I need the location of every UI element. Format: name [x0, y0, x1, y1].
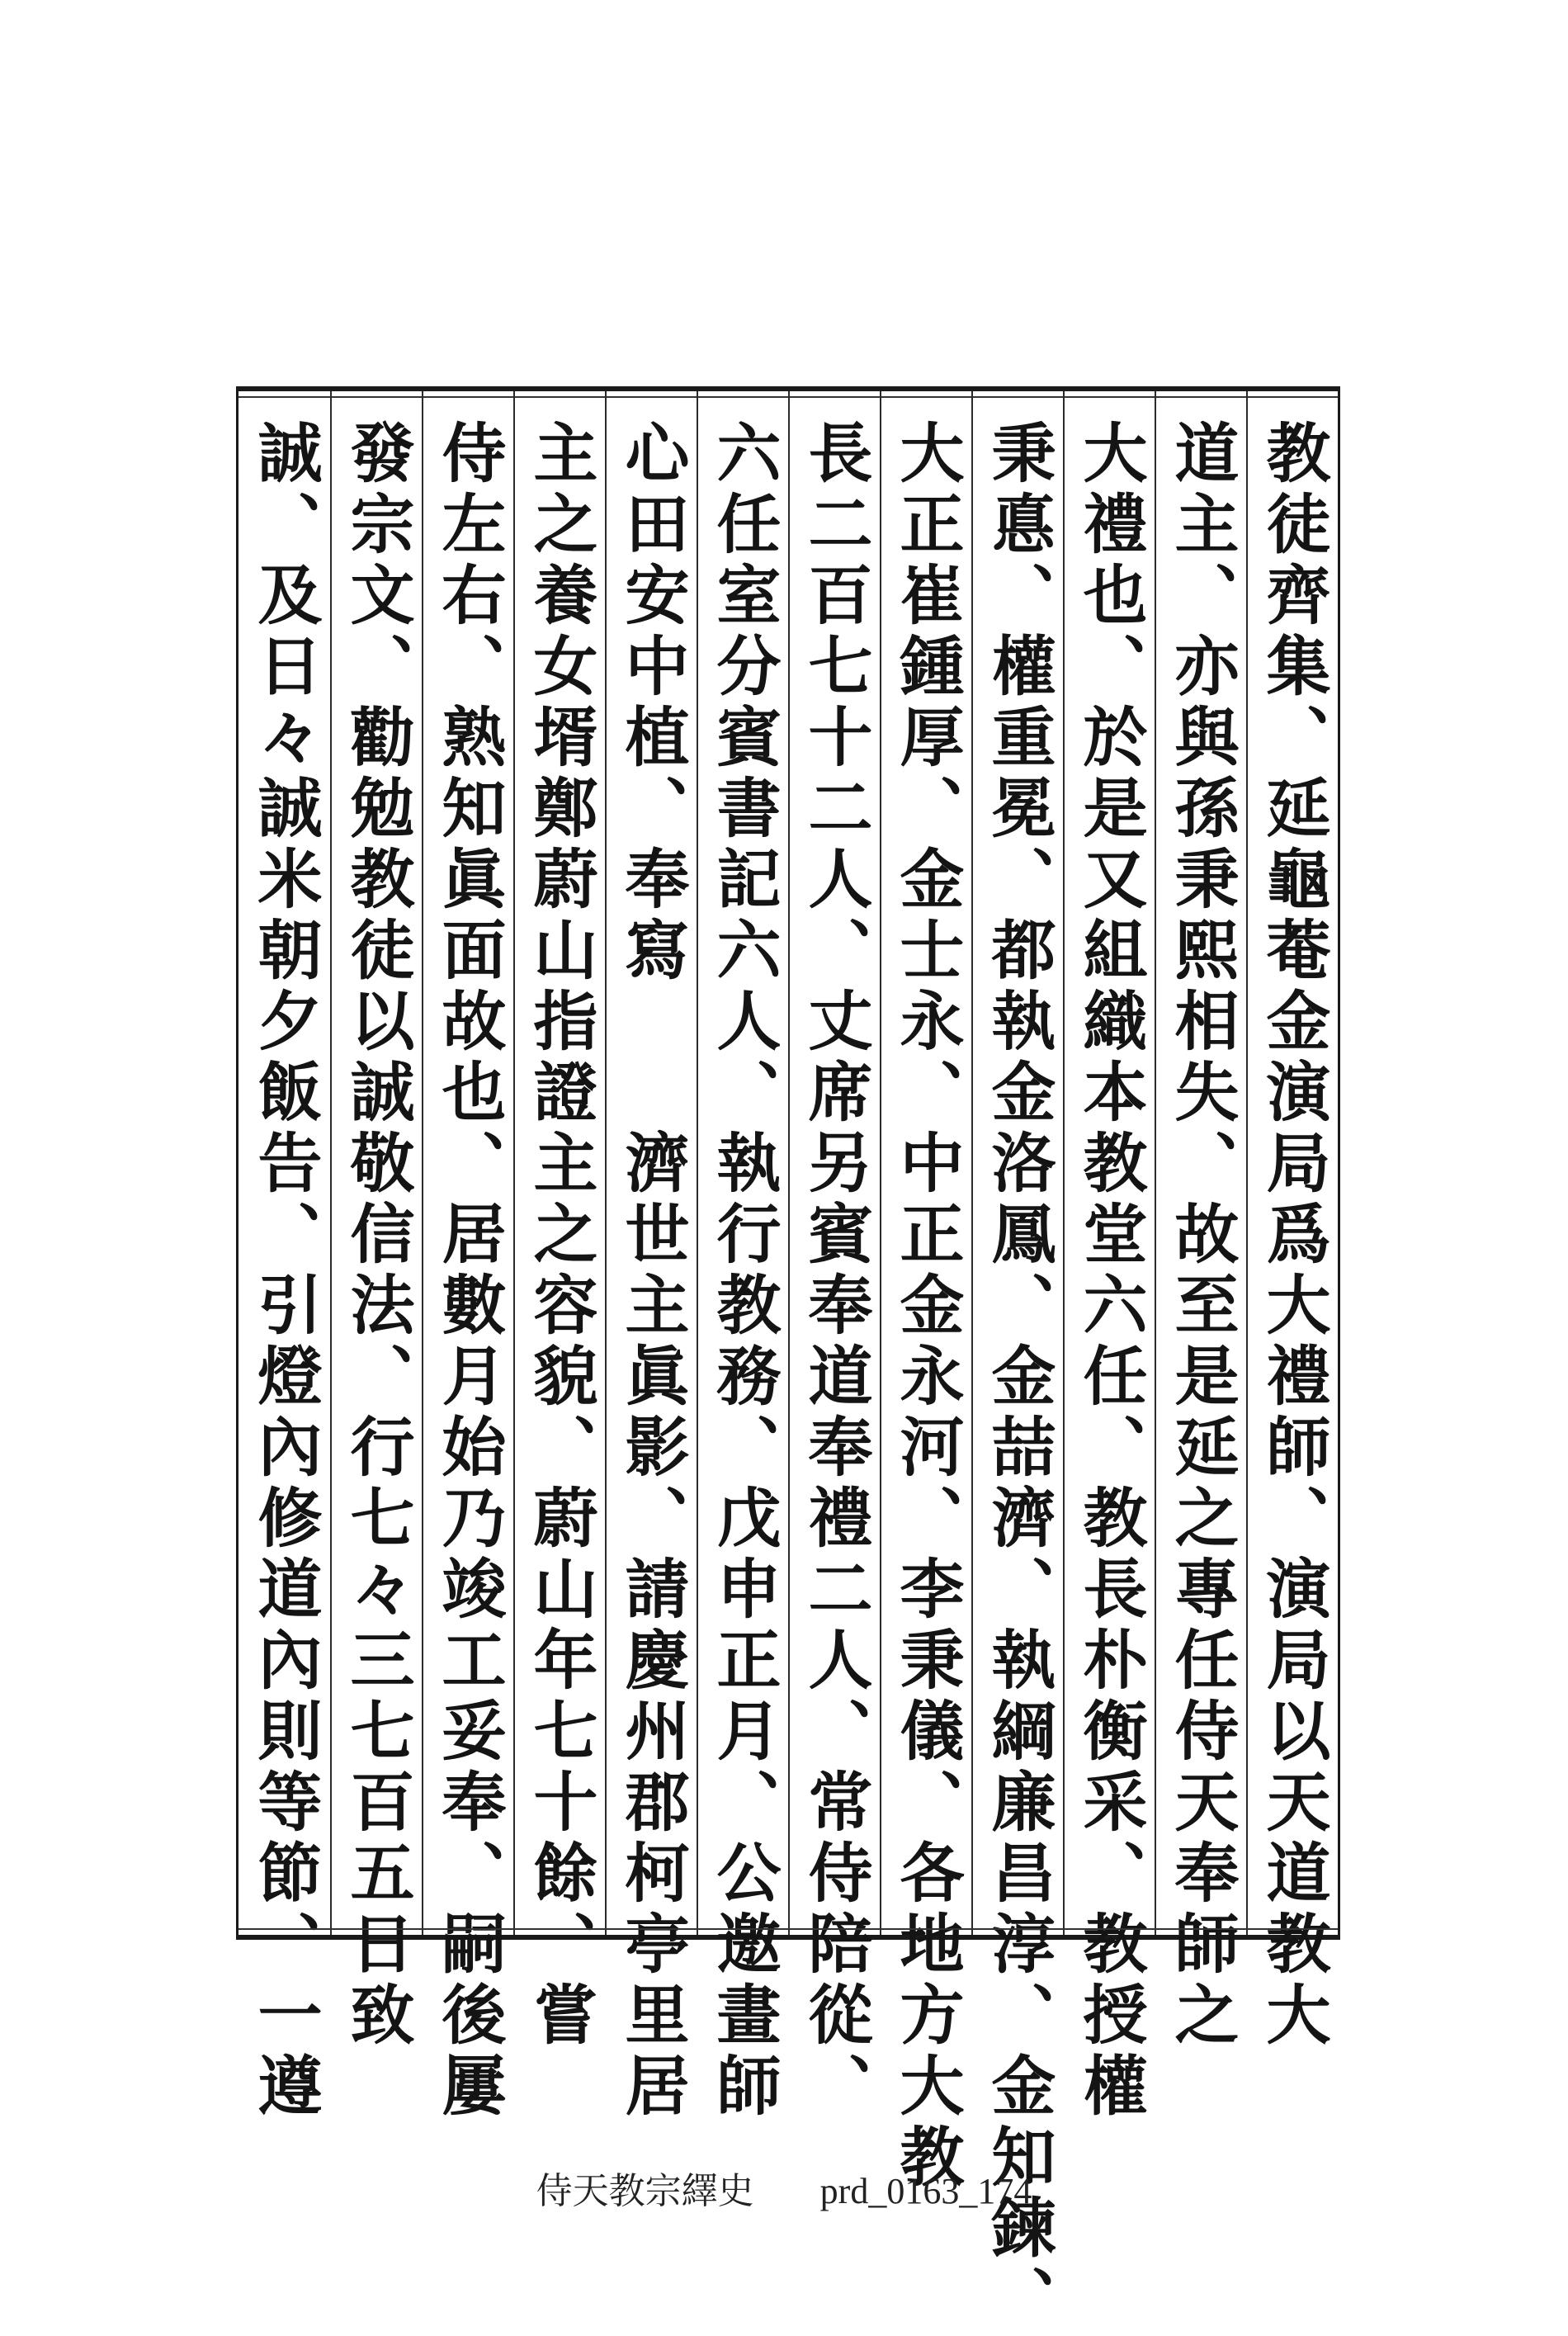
page-identifier: prd_0163_174	[819, 2171, 1032, 2211]
column-text: 誠、及日々誠米朝夕飯告、引燈內修道內則等節、一遵	[247, 419, 323, 2123]
column-text: 大禮也、於是又組織本教堂六任、教長朴衡采、教授權	[1072, 419, 1148, 2123]
text-column-5	[880, 391, 971, 2194]
column-text: 秉悳、權重冕、都執金洛鳳、金喆濟、執綱廉昌淳、金知鍊、	[980, 419, 1056, 2336]
column-text: 發宗文、勸勉教徒以誠敬信法、行七々三七百五日致	[339, 419, 415, 2052]
column-text: 道主、亦與孫秉熙相失、故至是延之專任侍天奉師之	[1164, 419, 1240, 2052]
text-column-10	[422, 391, 513, 2123]
column-text: 大正崔鍾厚、金士永、中正金永河、李秉儀、各地方大教	[889, 419, 965, 2194]
text-column-7	[697, 391, 788, 2123]
text-column-4	[971, 391, 1063, 2336]
text-column-6	[788, 391, 880, 2123]
text-column-9	[513, 391, 605, 2052]
text-column-3	[1063, 391, 1155, 2123]
column-text: 主之養女壻鄭蔚山指證主之容貌、蔚山年七十餘、嘗	[522, 419, 598, 2052]
column-text: 教徒齊集、延龜菴金演局爲大禮師、演局以天道教大	[1255, 419, 1331, 2052]
text-column-2	[1155, 391, 1246, 2052]
column-text: 侍左右、熟知眞面故也、居數月始乃竣工妥奉、嗣後屢	[431, 419, 507, 2123]
column-text: 長二百七十二人、丈席另賓奉道奉禮二人、常侍陪從、	[797, 419, 873, 2123]
text-column-1	[1246, 391, 1338, 2052]
column-text: 心田安中植、奉寫 濟世主眞影、請慶州郡柯亭里居	[614, 419, 690, 2123]
text-column-12	[239, 391, 330, 2123]
book-title: 侍天教宗繹史	[536, 2171, 754, 2211]
text-column-11	[330, 391, 422, 2052]
page-footer	[0, 2161, 1568, 2214]
column-text: 六任室分賓書記六人、執行教務、戊申正月、公邀畫師	[706, 419, 782, 2123]
text-column-8	[605, 391, 697, 2123]
